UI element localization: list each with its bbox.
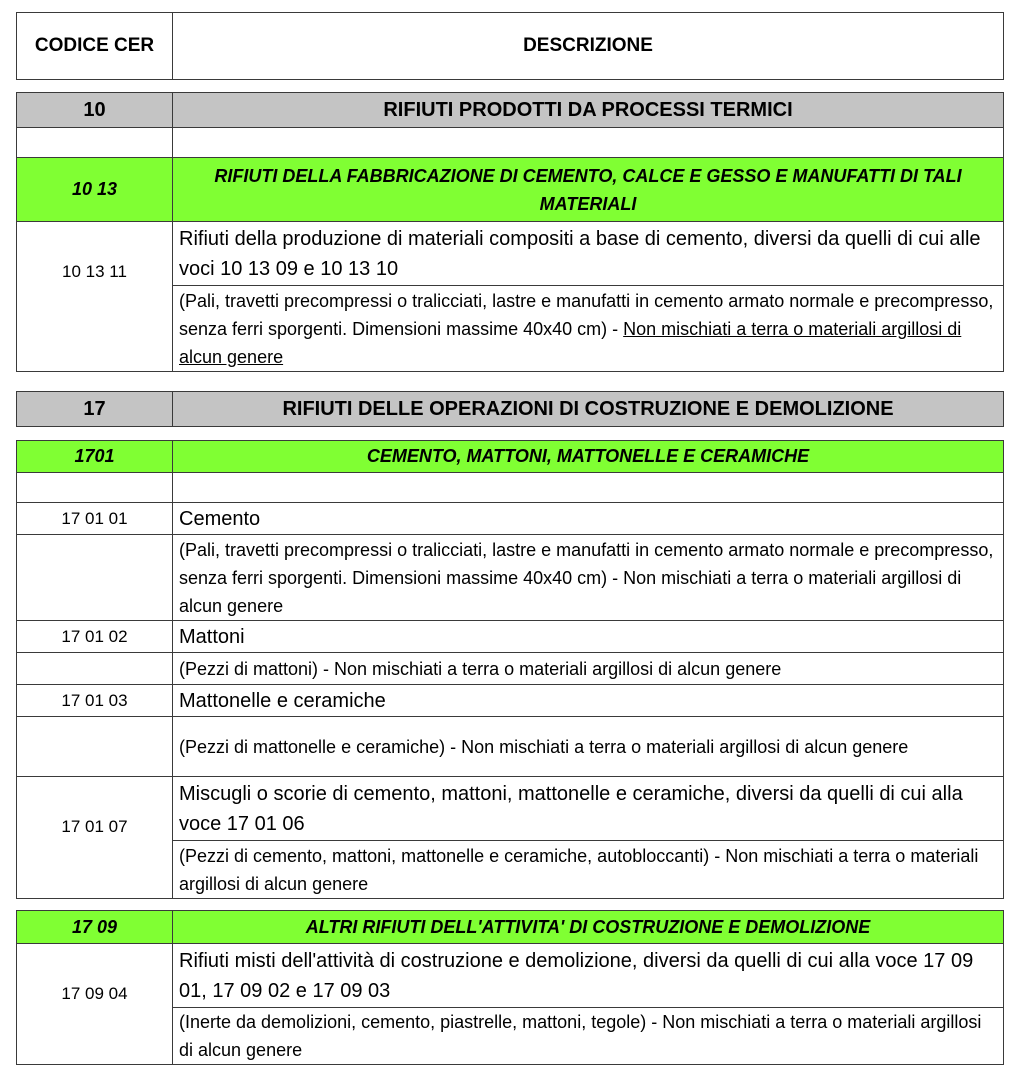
item-code: 10 13 11	[17, 222, 173, 286]
item-note: (Pali, travetti precompressi o tralicciati, lastre e manufatti in cemento armato normale e precompresso, senza ferri sporgenti. Dimensioni massime 40x40 cm) - Non mischiati a terra o materiali argillosi di alcun genere	[173, 535, 1004, 621]
blank-row	[17, 473, 1004, 503]
chapter-code: 17	[17, 392, 173, 427]
item-code: 17 09 04	[17, 944, 173, 1008]
item-note: (Pezzi di mattonelle e ceramiche) - Non mischiati a terra o materiali argillosi di alcun genere	[173, 717, 1004, 777]
item-note-underlined: Non mischiati a terra o materiali argillosi di alcun genere	[179, 318, 962, 367]
chapter-code: 10	[17, 93, 173, 128]
chapter-row	[17, 392, 1004, 427]
table-row	[17, 503, 1004, 535]
subchapter-row	[17, 158, 1004, 222]
subchapter-title: RIFIUTI DELLA FABBRICAZIONE DI CEMENTO, CALCE E GESSO E MANUFATTI DI TALI MATERIALI	[173, 158, 1004, 222]
header-row	[17, 13, 1004, 80]
table-row	[17, 222, 1004, 286]
subchapter-code: 17 09	[17, 911, 173, 944]
chapter-title: RIFIUTI PRODOTTI DA PROCESSI TERMICI	[173, 93, 1004, 128]
subchapter-row	[17, 441, 1004, 473]
item-description: Mattonelle e ceramiche	[173, 685, 1004, 717]
chapter-row	[17, 93, 1004, 128]
blank-row	[17, 128, 1004, 158]
note-row	[17, 535, 1004, 621]
note-row	[17, 653, 1004, 685]
item-note: (Pezzi di mattoni) - Non mischiati a terra o materiali argillosi di alcun genere	[173, 653, 1004, 685]
item-description: Rifiuti misti dell'attività di costruzione e demolizione, diversi da quelli di cui alla voce 17 09 01, 17 09 02 e 17 09 03	[173, 944, 1004, 1008]
item-code: 17 01 07	[17, 777, 173, 841]
table-row	[17, 621, 1004, 653]
chapter-17-table	[16, 391, 1004, 427]
item-description: Miscugli o scorie di cemento, mattoni, mattonelle e ceramiche, diversi da quelli di cui alla voce 17 01 06	[173, 777, 1004, 841]
item-note-text: (Pali, travetti precompressi o tralicciati, lastre e manufatti in cemento armato normale e precompresso, senza ferri sporgenti. Dimensioni massime 40x40 cm) -	[179, 290, 994, 339]
item-code: 17 01 03	[17, 685, 173, 717]
note-row	[17, 1008, 1004, 1065]
header-table	[16, 12, 1004, 80]
note-row	[17, 841, 1004, 899]
subchapter-title: CEMENTO, MATTONI, MATTONELLE E CERAMICHE	[173, 441, 1004, 473]
note-row	[17, 286, 1004, 372]
subchapter-1701-table	[16, 440, 1004, 899]
subchapter-1709-table	[16, 910, 1004, 1065]
item-description: Mattoni	[173, 621, 1004, 653]
item-note	[173, 286, 1004, 372]
table-row	[17, 685, 1004, 717]
subchapter-row	[17, 911, 1004, 944]
table-row	[17, 777, 1004, 841]
note-row	[17, 717, 1004, 777]
item-code: 17 01 01	[17, 503, 173, 535]
chapter-title: RIFIUTI DELLE OPERAZIONI DI COSTRUZIONE E DEMOLIZIONE	[173, 392, 1004, 427]
item-note: (Inerte da demolizioni, cemento, piastrelle, mattoni, tegole) - Non mischiati a terra o materiali argillosi di alcun genere	[173, 1008, 1004, 1065]
item-note: (Pezzi di cemento, mattoni, mattonelle e ceramiche, autobloccanti) - Non mischiati a terra o materiali argillosi di alcun genere	[173, 841, 1004, 899]
subchapter-title: ALTRI RIFIUTI DELL'ATTIVITA' DI COSTRUZIONE E DEMOLIZIONE	[173, 911, 1004, 944]
item-description: Rifiuti della produzione di materiali compositi a base di cemento, diversi da quelli di cui alle voci 10 13 09 e 10 13 10	[173, 222, 1004, 286]
header-description: DESCRIZIONE	[173, 13, 1004, 80]
table-row	[17, 944, 1004, 1008]
header-code: CODICE CER	[17, 13, 173, 80]
chapter-10-table	[16, 92, 1004, 372]
subchapter-code: 1701	[17, 441, 173, 473]
subchapter-code: 10 13	[17, 158, 173, 222]
item-description: Cemento	[173, 503, 1004, 535]
item-code: 17 01 02	[17, 621, 173, 653]
